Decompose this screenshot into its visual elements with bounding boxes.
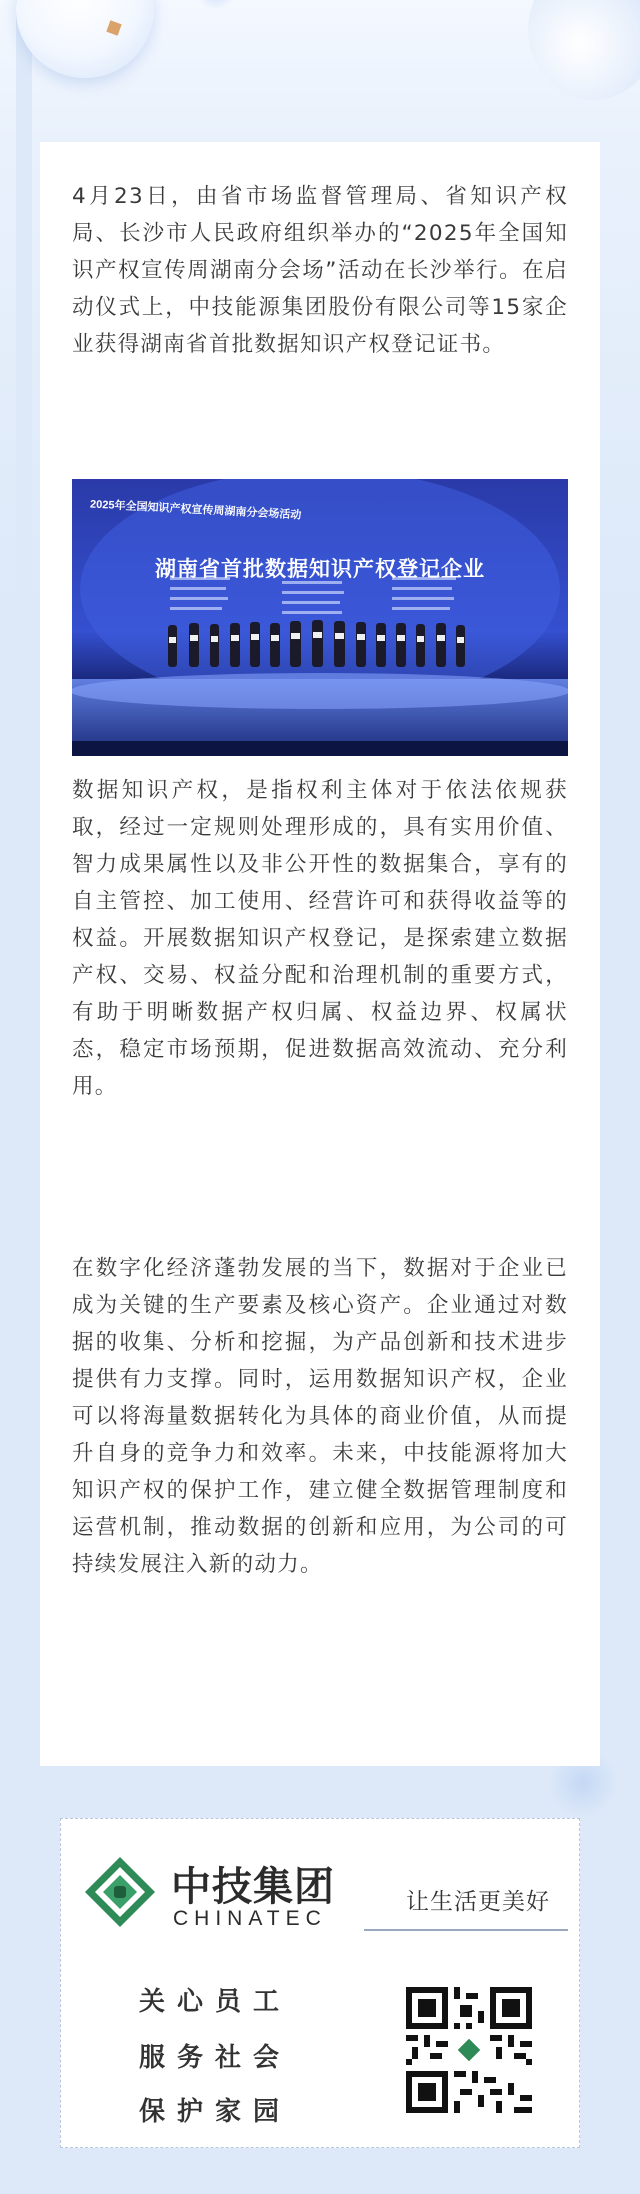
decorative-bubble-top — [196, 0, 236, 10]
brand-name: 中技集团 — [171, 1864, 335, 1910]
motto-line-2: 服务社会 — [139, 2043, 292, 2073]
qr-code-icon — [406, 1987, 532, 2113]
article-paragraph-2: 数据知识产权，是指权利主体对于依法依规获取，经过一定规则处理形成的，具有实用价值、智力成果属性以及非公开性的数据集合，享有的自主管控、加工使用、经营许可和获得收益等的权益。开展数据知识产权登记，是探索建立数据产权、交易、权益分配和治理机制的重要方式，有助于明晰数据产权归属、权益边界、权属状态，稳定市场预期，促进数据高效流动、充分利用。 — [72, 778, 568, 1099]
stage-caption: 2025年全国知识产权宣传周湖南分会场活动 — [89, 498, 302, 522]
motto-line-3: 保护家园 — [139, 2097, 292, 2127]
stage-title: 湖南省首批数据知识产权登记企业 — [155, 558, 485, 581]
motto-line-1: 关心员工 — [139, 1987, 292, 2017]
event-photo-image — [72, 479, 568, 756]
footer-card — [60, 1818, 580, 2148]
slogan: 让生活更美好 — [406, 1889, 550, 1915]
chinatec-logo-icon — [83, 1855, 157, 1929]
article-card — [40, 142, 600, 1766]
article-paragraph-1: 4月23日，由省市场监督管理局、省知识产权局、长沙市人民政府组织举办的“2025年全国知识产权宣传周湖南分会场”活动在长沙举行。在启动仪式上，中技能源集团股份有限公司等15家企业获得湖南省首批数据知识产权登记证书。 — [72, 184, 568, 357]
decorative-corner-circle — [528, 0, 640, 100]
decorative-circle — [16, 0, 154, 78]
slogan-underline — [364, 1929, 568, 1931]
brand-name-en: CHINATEC — [173, 1907, 327, 1930]
decorative-side-band — [16, 0, 32, 2194]
event-photo — [72, 479, 568, 756]
article-paragraph-3: 在数字化经济蓬勃发展的当下，数据对于企业已成为关键的生产要素及核心资产。企业通过对数据的收集、分析和挖掘，为产品创新和技术进步提供有力支撑。同时，运用数据知识产权，企业可以将海量数据转化为具体的商业价值，从而提升自身的竞争力和效率。未来，中技能源将加大知识产权的保护工作，建立健全数据管理制度和运营机制，推动数据的创新和应用，为公司的可持续发展注入新的动力。 — [72, 1256, 568, 1577]
